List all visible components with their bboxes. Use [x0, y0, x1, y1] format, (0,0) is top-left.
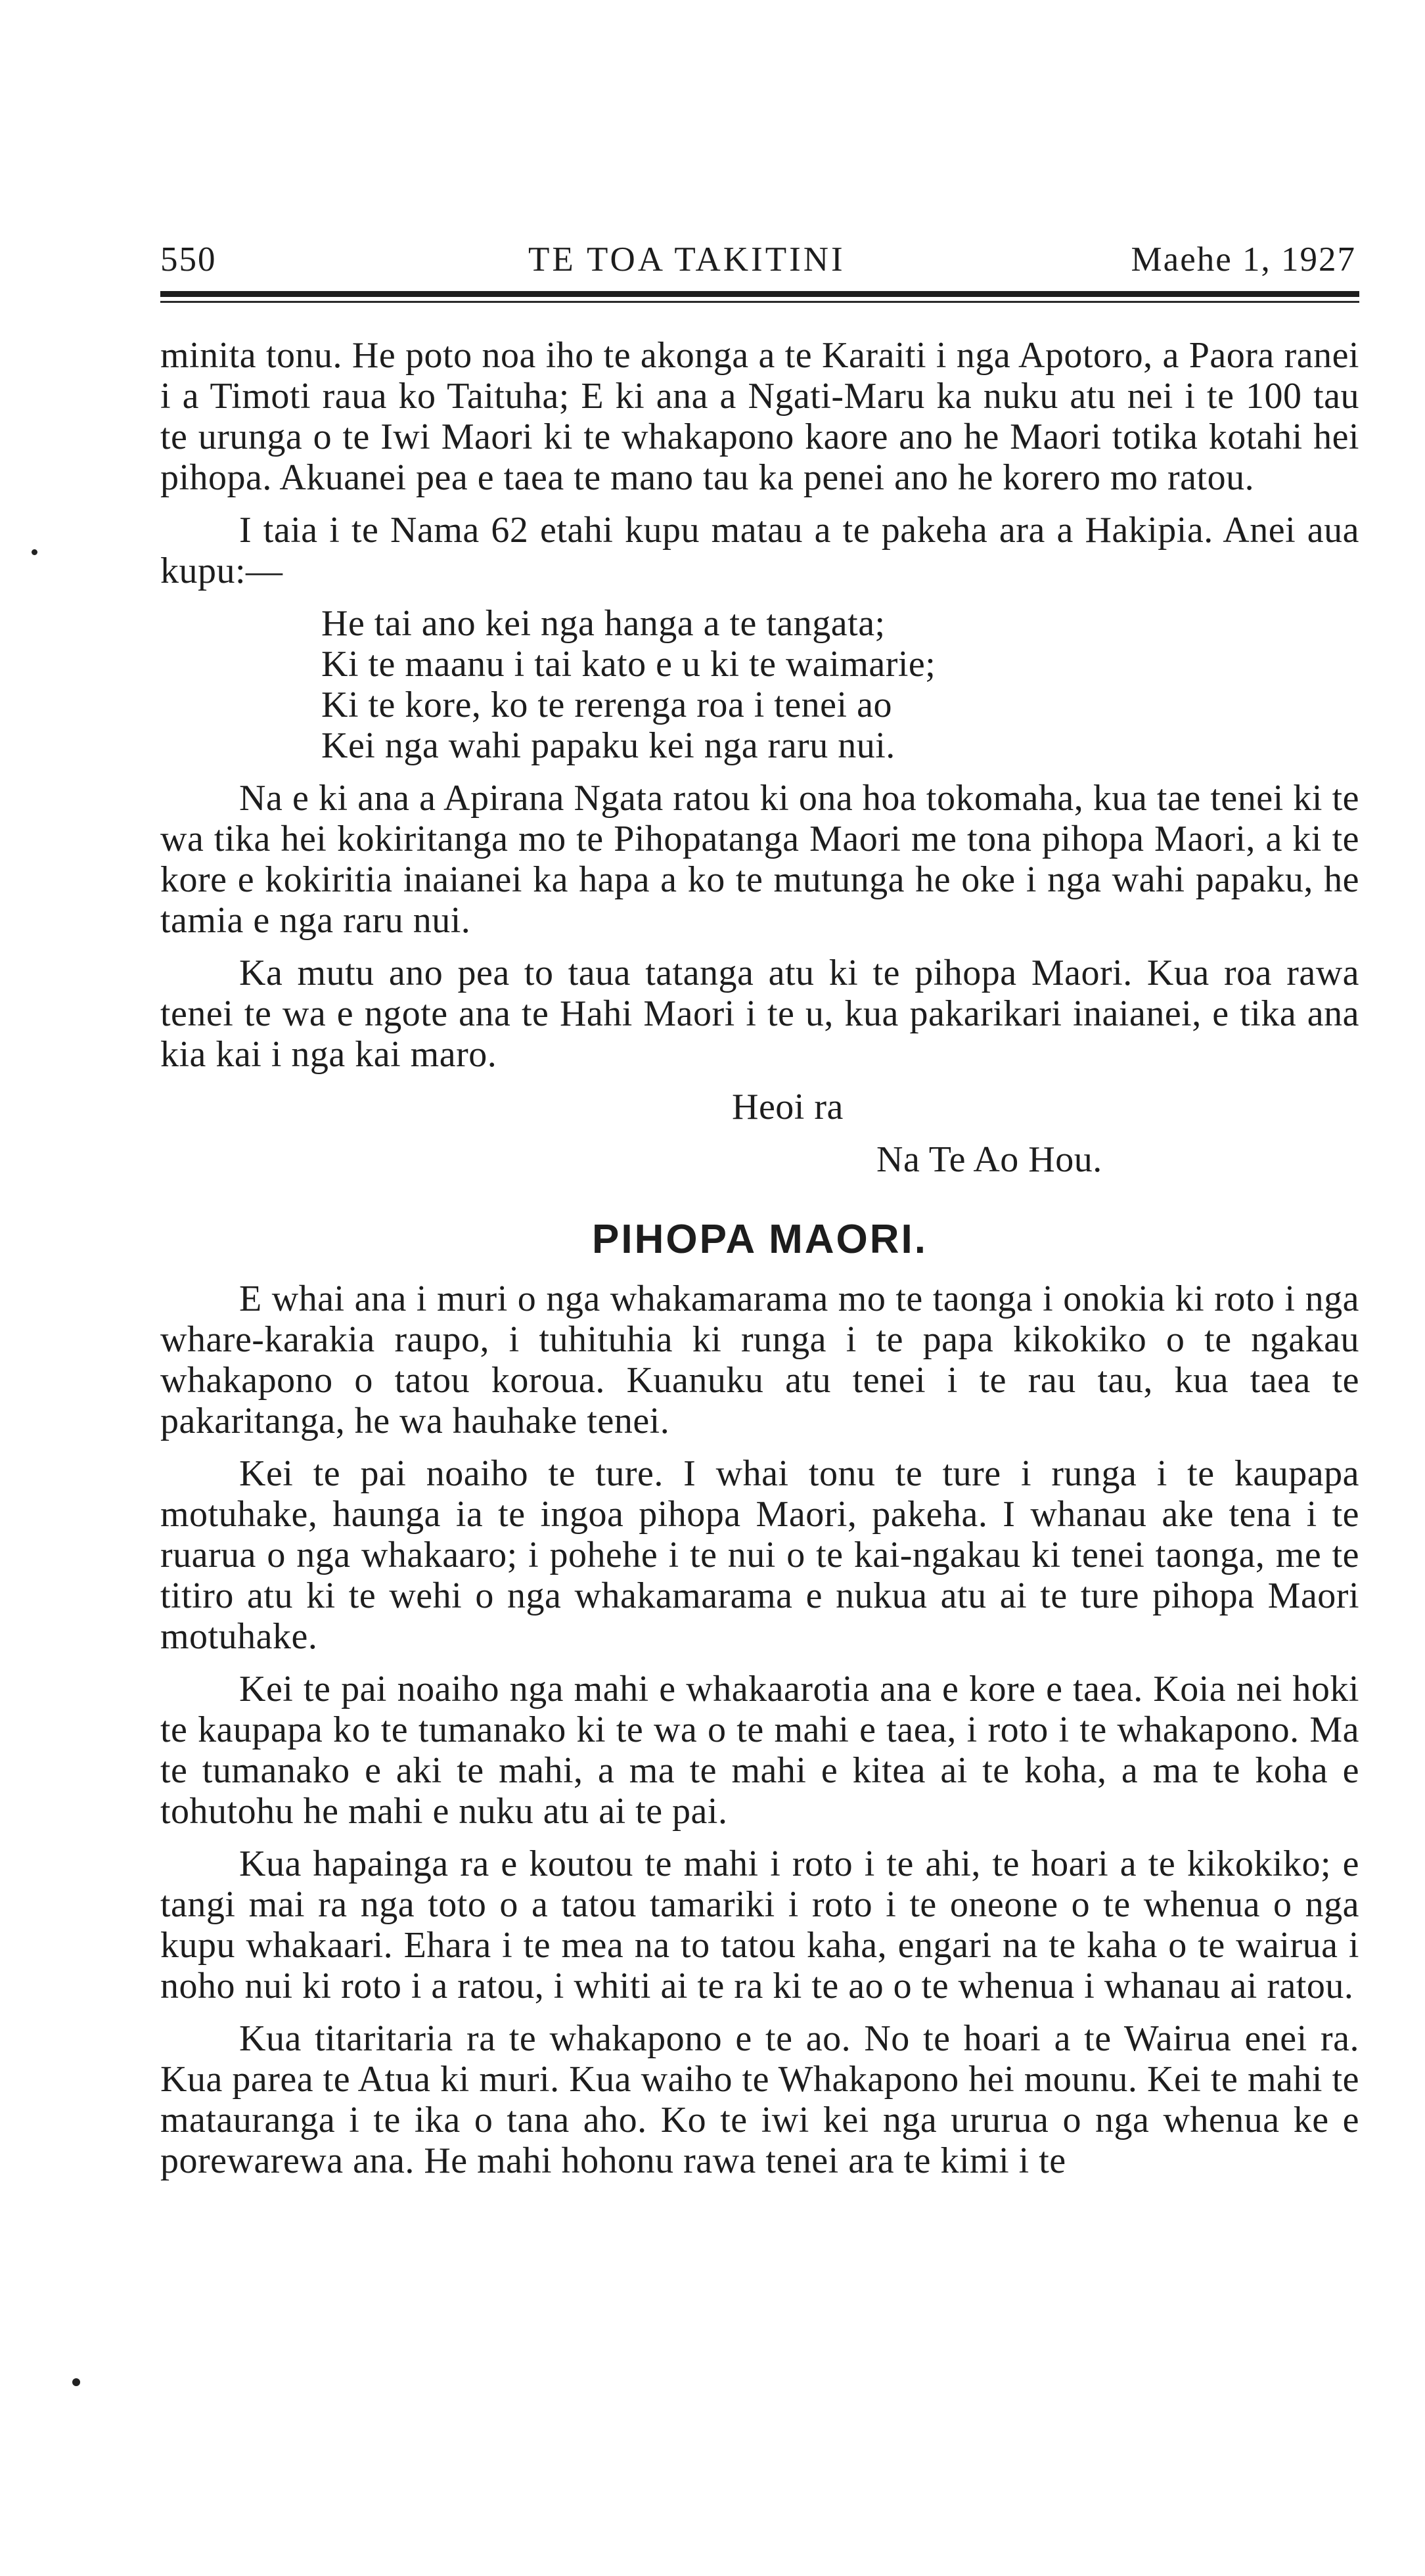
quoted-verse — [321, 603, 1359, 766]
header-rule-thick — [160, 291, 1359, 297]
issue-date: Maehe 1, 1927 — [1131, 240, 1356, 279]
running-header — [160, 240, 1356, 286]
verse-line: Kei nga wahi papaku kei nga raru nui. — [321, 725, 895, 766]
article2-paragraph-3: Kei te pai noaiho nga mahi e whakaarotia ana e kore e taea. Koia nei hoki te kaupapa ko te tumanako ki te wa o te mahi e taea, i roto i te whakapono. Ma te tumanako e aki te mahi, a ma te mahi e kitea ai te koha, a ma te koha e tohutohu he mahi e nuku atu ai te pai. — [160, 1669, 1359, 1832]
page-number: 550 — [160, 240, 217, 279]
article1-paragraph-1: minita tonu. He poto noa iho te akonga a te Karaiti i nga Apotoro, a Paora ranei i a Timoti raua ko Taituha; E ki ana a Ngati-Maru ka nuku atu nei i te 100 tau te urunga o te Iwi Maori ki te whakapono kaore ano he Maori totika kotahi hei pihopa. Akuanei pea e taea te mano tau ka penei ano he korero mo ratou. — [160, 335, 1359, 498]
verse-line: Ki te maanu i tai kato e u ki te waimarie; — [321, 644, 936, 685]
header-rule-thin — [160, 301, 1359, 303]
closing-phrase: Heoi ra — [732, 1087, 844, 1127]
text-column — [160, 335, 1359, 2193]
article2-paragraph-4: Kua hapainga ra e koutou te mahi i roto i te ahi, te hoari a te kikokiko; e tangi mai ra nga toto o a tatou tamariki i roto i te oneone o te whenua o nga kupu whakaari. Ehara i te mea na to tatou kaha, engari na te kaha o te wairua i noho nui ki roto i a ratou, i whiti ai te ra ki te ao o te whenua i whanau ai ratou. — [160, 1843, 1359, 2006]
article1-paragraph-3: Na e ki ana a Apirana Ngata ratou ki ona hoa tokomaha, kua tae tenei ki te wa tika hei kokiritanga mo te Pihopatanga Maori me tona pihopa Maori, a ki te kore e kokiritia inaianei ka hapa a ko te mutunga he oke i nga wahi papaku, he tamia e nga raru nui. — [160, 778, 1359, 941]
print-speck — [72, 2378, 80, 2386]
verse-line: Ki te kore, ko te rerenga roa i tenei ao — [321, 685, 892, 725]
section-heading: PIHOPA MAORI. — [592, 1217, 928, 1262]
article2-paragraph-5: Kua titaritaria ra te whakapono e te ao. No te hoari a te Wairua enei ra. Kua parea te Atua ki muri. Kua waiho te Whakapono hei mounu. Kei te mahi te matauranga i te ika o tana aho. Ko te iwi kei nga ururua o nga whenua ke e porewarewa ana. He mahi hohonu rawa tenei ara te kimi i te — [160, 2018, 1359, 2181]
journal-title: TE TOA TAKITINI — [528, 240, 846, 279]
article1-paragraph-4: Ka mutu ano pea to taua tatanga atu ki te pihopa Maori. Kua roa rawa tenei te wa e ngote ana te Hahi Maori i te u, kua pakarikari inaianei, e tika ana kia kai i nga kai maro. — [160, 953, 1359, 1075]
verse-line: He tai ano kei nga hanga a te tangata; — [321, 603, 886, 644]
article2-paragraph-1: E whai ana i muri o nga whakamarama mo te taonga i onokia ki roto i nga whare-karakia raupo, i tuhituhia ki runga i te papa kikokiko o te ngakau whakapono o tatou koroua. Kuanuku atu tenei i te rau tau, kua taea te pakaritanga, he wa hauhake tenei. — [160, 1278, 1359, 1441]
article1-paragraph-2: I taia i te Nama 62 etahi kupu matau a te pakeha ara a Hakipia. Anei aua kupu:— — [160, 510, 1359, 591]
print-speck — [32, 549, 37, 555]
author-signature: Na Te Ao Hou. — [876, 1139, 1102, 1180]
article2-paragraph-2: Kei te pai noaiho te ture. I whai tonu te ture i runga i te kaupapa motuhake, haunga ia te ingoa pihopa Maori, pakeha. I whanau ake tena i te ruarua o nga whakaaro; i pohehe i te nui o te kai-ngakau ki tenei taonga, me te titiro atu ki te wehi o nga whakamarama e nukua atu ai te ture pihopa Maori motuhake. — [160, 1453, 1359, 1657]
